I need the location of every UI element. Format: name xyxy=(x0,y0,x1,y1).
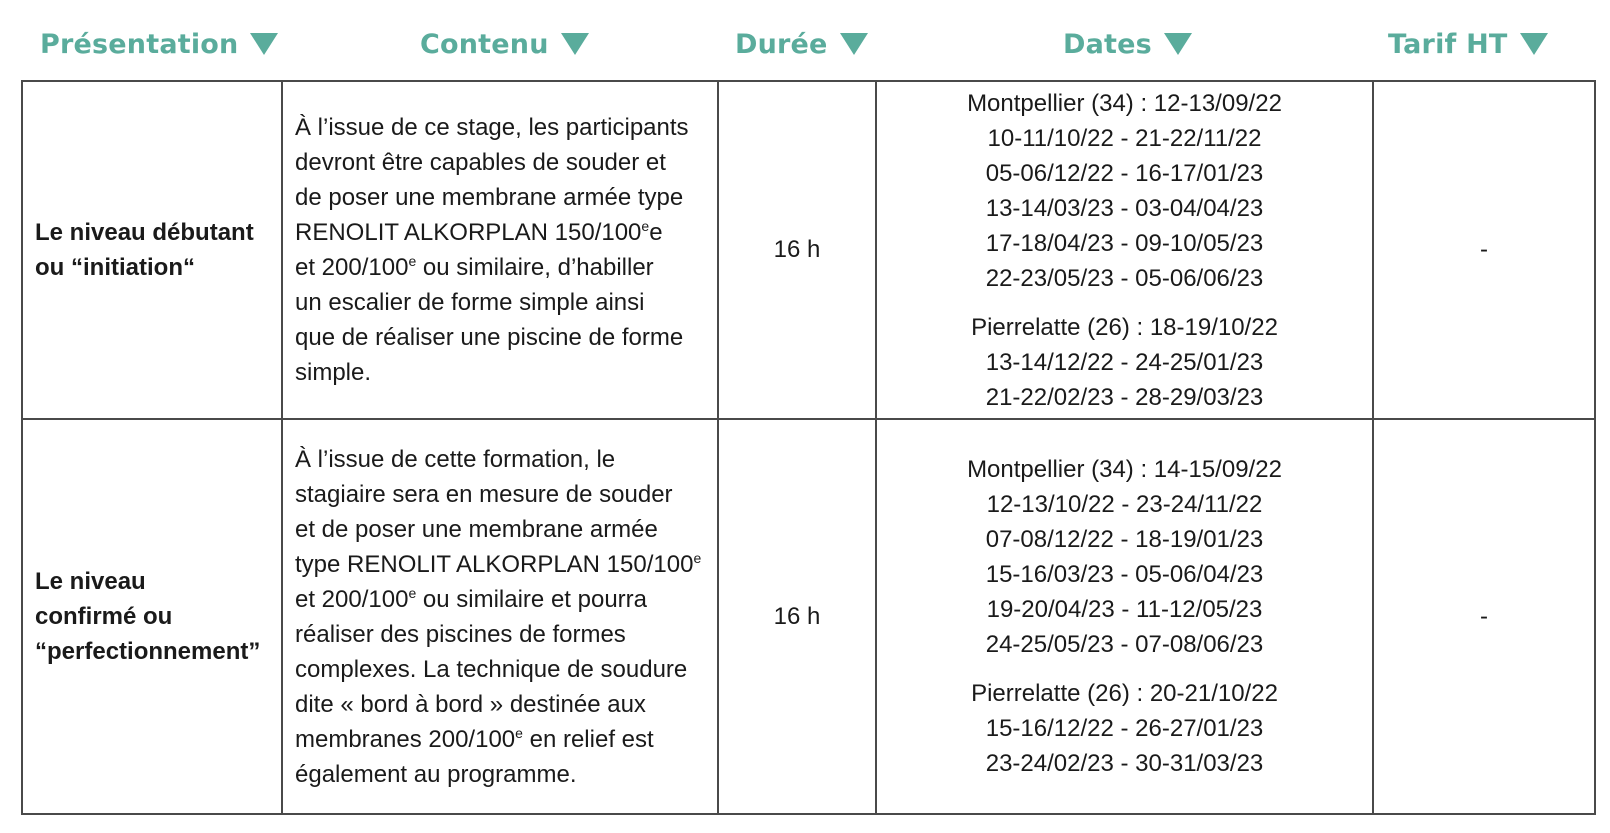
header-presentation-label: Présentation xyxy=(40,28,239,60)
date-line: Montpellier (34) : 12-13/09/22 xyxy=(967,89,1282,117)
duration-text: 16 h xyxy=(773,602,821,630)
training-table xyxy=(21,80,1596,815)
presentation-text: Le niveau confirmé ou “perfectionnement” xyxy=(35,568,261,665)
date-line: 07-08/12/22 - 18-19/01/23 xyxy=(985,526,1264,553)
dates-group-pierrelatte xyxy=(971,676,1278,781)
dates-cell xyxy=(877,420,1372,813)
header-dates[interactable] xyxy=(1063,22,1192,66)
date-line: 23-24/02/23 - 30-31/03/23 xyxy=(985,750,1264,777)
dates-cell xyxy=(877,82,1372,418)
duration-text: 16 h xyxy=(773,236,821,263)
date-line: 05-06/12/22 - 16-17/01/23 xyxy=(985,159,1264,187)
triangle-down-icon[interactable] xyxy=(1520,33,1548,55)
header-contenu-label: Contenu xyxy=(420,28,549,60)
header-duree-label: Durée xyxy=(735,28,828,60)
price-cell xyxy=(1374,420,1594,813)
duration-cell xyxy=(719,82,875,418)
dates-group-montpellier xyxy=(967,452,1282,662)
price-text: - xyxy=(1480,236,1488,263)
price-text: - xyxy=(1480,602,1488,630)
header-dates-label: Dates xyxy=(1063,28,1152,60)
date-line: 17-18/04/23 - 09-10/05/23 xyxy=(985,229,1264,257)
presentation-text: Le niveau débutant ou “initiation“ xyxy=(35,219,254,281)
dates-group-pierrelatte xyxy=(971,310,1278,415)
header-contenu[interactable] xyxy=(420,22,589,66)
date-line: 13-14/12/22 - 24-25/01/23 xyxy=(985,348,1264,376)
content-cell xyxy=(283,420,717,813)
presentation-cell xyxy=(23,420,281,813)
date-line: 12-13/10/22 - 23-24/11/22 xyxy=(986,491,1263,518)
triangle-down-icon[interactable] xyxy=(561,33,589,55)
date-line: 19-20/04/23 - 11-12/05/23 xyxy=(986,596,1263,623)
header-duree[interactable] xyxy=(735,22,868,66)
header-tarif[interactable] xyxy=(1388,22,1548,66)
date-line: 15-16/12/22 - 26-27/01/23 xyxy=(985,715,1264,742)
duration-cell xyxy=(719,420,875,813)
content-cell xyxy=(283,82,717,418)
date-line: Pierrelatte (26) : 18-19/10/22 xyxy=(971,313,1278,341)
date-line: Montpellier (34) : 14-15/09/22 xyxy=(967,456,1282,483)
price-cell xyxy=(1374,82,1594,418)
date-line: Pierrelatte (26) : 20-21/10/22 xyxy=(971,680,1278,707)
dates-group-montpellier xyxy=(967,86,1282,296)
content-text: À l’issue de cette formation, le stagiaire sera en mesure de souder et de poser une membrane armée type RENOLIT ALKORPLAN 150/100e et 200/100e ou similaire et pourra réaliser des piscines de formes complexes. La technique de soudure dite « bord à bord » destinée aux membranes 200/100e en relief est également au programme. xyxy=(295,445,702,788)
triangle-down-icon[interactable] xyxy=(250,33,278,55)
triangle-down-icon[interactable] xyxy=(840,33,868,55)
date-line: 15-16/03/23 - 05-06/04/23 xyxy=(985,561,1264,588)
content-text: À l’issue de ce stage, les participants devront être capables de souder et de poser une membrane armée type RENOLIT ALKORPLAN 150/100ee et 200/100e ou similaire, d’habiller un escalier de forme simple ainsi que de réaliser une piscine de forme simple. xyxy=(295,114,689,386)
date-line: 10-11/10/22 - 21-22/11/22 xyxy=(987,124,1262,152)
header-tarif-label: Tarif HT xyxy=(1388,28,1508,60)
date-line: 13-14/03/23 - 03-04/04/23 xyxy=(985,194,1264,222)
date-line: 21-22/02/23 - 28-29/03/23 xyxy=(985,383,1264,411)
date-line: 22-23/05/23 - 05-06/06/23 xyxy=(985,264,1264,292)
header-presentation[interactable] xyxy=(40,22,278,66)
triangle-down-icon[interactable] xyxy=(1164,33,1192,55)
date-line: 24-25/05/23 - 07-08/06/23 xyxy=(985,631,1264,658)
presentation-cell xyxy=(23,82,281,418)
